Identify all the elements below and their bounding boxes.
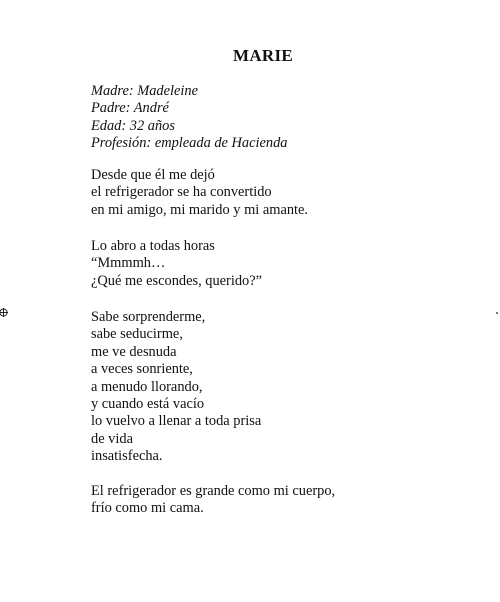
verse-line: y cuando está vacío [91,396,205,413]
edge-crop-mark [496,312,498,314]
verse-line: frío como mi cama. [91,500,204,517]
verse-line: de vida [91,430,133,447]
verse-line: me ve desnuda [91,343,177,360]
verse-line: Sabe sorprenderme, [91,309,206,325]
verse-line: a menudo llorando, [91,378,203,395]
registration-mark-icon [0,308,8,317]
detail-mother: Madre: Madeleine [91,83,198,99]
verse-line: insatisfecha. [91,448,163,465]
verse-line: “Mmmmh… [91,255,166,272]
verse-line: el refrigerador se ha convertido [91,184,272,201]
character-details [91,83,288,153]
verse-line: lo vuelvo a llenar a toda prisa [91,413,262,430]
verse-line: Desde que él me dejó [91,167,215,183]
verse-line: El refrigerador es grande como mi cuerpo, [91,483,336,499]
stanza-4 [91,483,335,518]
detail-profession: Profesión: empleada de Hacienda [91,135,288,152]
detail-father: Padre: André [91,100,169,117]
stanza-3 [91,309,261,466]
stanza-2 [91,238,262,290]
stanza-1 [91,167,308,219]
verse-line: a veces sonriente, [91,361,193,378]
verse-line: sabe seducirme, [91,326,183,343]
detail-age: Edad: 32 años [91,117,175,134]
poem-title: MARIE [232,46,294,65]
verse-line: Lo abro a todas horas [91,238,215,254]
poem-title-container [0,46,500,66]
verse-line: en mi amigo, mi marido y mi amante. [91,201,309,218]
verse-line: ¿Qué me escondes, querido?” [91,272,263,289]
